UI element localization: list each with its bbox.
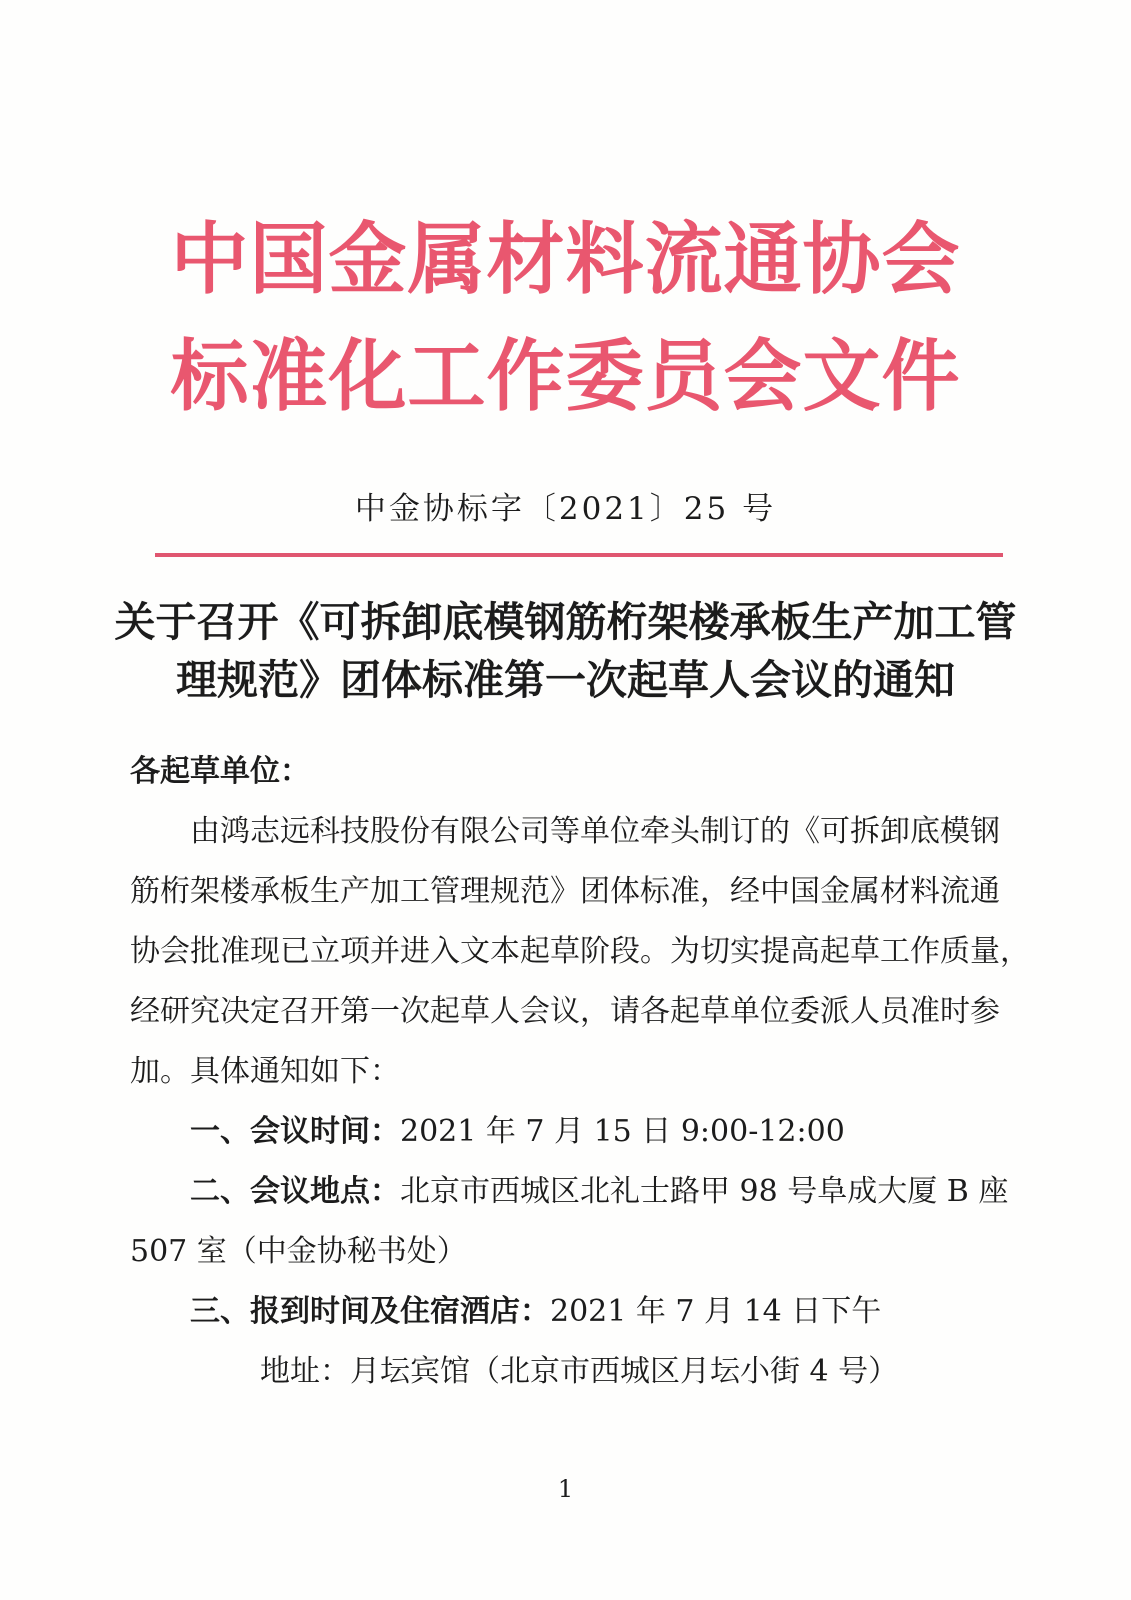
meeting-place-item — [130, 1162, 1015, 1222]
notice-title-line2: 理规范》团体标准第一次起草人会议的通知 — [176, 656, 955, 704]
paragraph-line: 经研究决定召开第一次起草人会议，请各起草单位委派人员准时参 — [130, 994, 1000, 1029]
document-body — [130, 742, 1030, 1402]
paragraph-line: 协会批准现已立项并进入文本起草阶段。为切实提高起草工作质量， — [130, 934, 1030, 969]
association-masthead — [0, 201, 1131, 435]
notice-title — [0, 593, 1131, 709]
red-separator-line — [155, 553, 1003, 557]
salutation: 各起草单位： — [130, 754, 310, 789]
hotel-address-item — [130, 1342, 1015, 1402]
hotel-address-value: 月坛宾馆（北京市西城区月坛小街 4 号） — [350, 1354, 899, 1389]
association-name-line1: 中国金属材料流通协会 — [170, 214, 961, 305]
paragraph-line: 筋桁架楼承板生产加工管理规范》团体标准，经中国金属材料流通 — [130, 874, 1000, 909]
checkin-label: 三、报到时间及住宿酒店： — [190, 1294, 550, 1329]
checkin-item — [130, 1282, 1015, 1342]
doc-number: 中金协标字〔2021〕25 号 — [354, 491, 777, 527]
hotel-address-label: 地址： — [260, 1354, 350, 1389]
meeting-time-item — [130, 1102, 1015, 1162]
meeting-place-label: 二、会议地点： — [190, 1174, 400, 1209]
page-number: 1 — [557, 1475, 574, 1503]
meeting-time-label: 一、会议时间： — [190, 1114, 400, 1149]
association-name-line2: 标准化工作委员会文件 — [170, 331, 961, 422]
notice-title-line1: 关于召开《可拆卸底模钢筋桁架楼承板生产加工管 — [114, 598, 1017, 646]
meeting-time-value: 2021 年 7 月 15 日 9:00-12:00 — [400, 1114, 845, 1149]
meeting-place-continuation: 507 室（中金协秘书处） — [130, 1234, 467, 1269]
paragraph-line: 加。具体通知如下： — [130, 1054, 400, 1089]
paragraph-line: 由鸿志远科技股份有限公司等单位牵头制订的《可拆卸底模钢 — [190, 814, 1000, 849]
checkin-value: 2021 年 7 月 14 日下午 — [550, 1294, 882, 1329]
meeting-place-value: 北京市西城区北礼士路甲 98 号阜成大厦 B 座 — [400, 1174, 1009, 1209]
